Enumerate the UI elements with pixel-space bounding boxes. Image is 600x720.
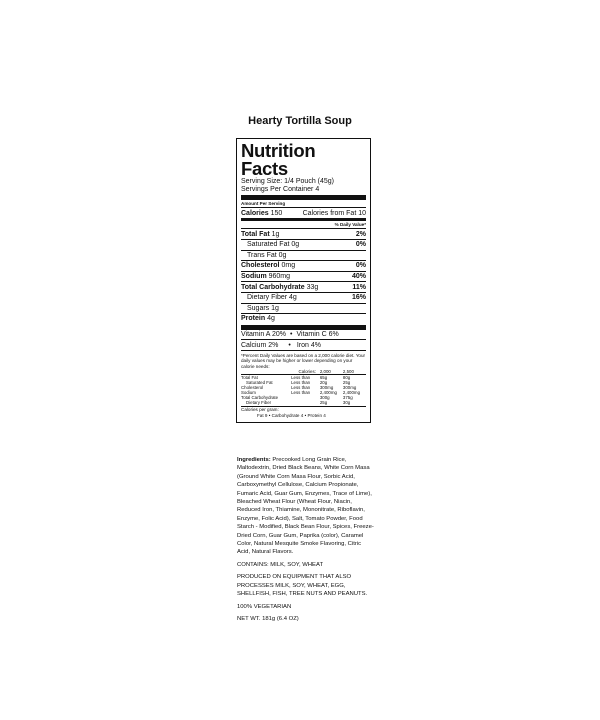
daily-value-header: % Daily Value*: [334, 222, 366, 227]
vitamins-row-2: Calcium 2% • Iron 4%: [241, 341, 321, 349]
daily-value-footnote: *Percent Daily Values are based on a 2,000 calorie diet. Your daily values may be higher or lower depending on your calorie needs:: [241, 352, 366, 369]
ingredients-section: [237, 456, 374, 627]
nutrient-row-dietary-fiber: Dietary Fiber 4g 16%: [247, 294, 366, 302]
allergen-equipment: PRODUCED ON EQUIPMENT THAT ALSO PROCESSES MILK, SOY, WHEAT, EGG, SHELLFISH, FISH, TREE NUTS AND PEANUTS.: [237, 574, 368, 598]
calories-per-gram-label: Calories per gram:: [241, 407, 279, 413]
calories-label: Calories: [241, 209, 269, 217]
calories-from-fat: Calories from Fat 10: [302, 209, 366, 217]
nutrient-row-cholesterol: Cholesterol 0mg 0%: [241, 262, 366, 270]
nutrient-row-sodium: Sodium 960mg 40%: [241, 273, 366, 281]
nutrient-row-trans-fat: Trans Fat 0g: [247, 251, 287, 259]
nutrient-row-saturated-fat: Saturated Fat 0g 0%: [247, 241, 366, 249]
nutrient-row-protein: Protein 4g: [241, 315, 275, 323]
vitamins-row-1: Vitamin A 20% • Vitamin C 6%: [241, 331, 339, 339]
daily-value-table: Calories: 2,000 2,500 Total Fat Less than 65g 80g Saturated Fat Less than 20g 25g Cholesterol Less than 300mg 300mg Sodium Less than 2,400mg 2,400mg Total Carbohydrate 300g 375g Dietary Fiber 25g 30g: [241, 369, 366, 405]
calories-row: [241, 208, 366, 218]
serving-size: Serving Size: 1/4 Pouch (45g): [241, 178, 334, 185]
nutrition-facts-label: [236, 138, 371, 423]
calories-per-gram: Fat 9 • Carbohydrate 4 • Protein 4: [257, 412, 326, 418]
allergen-contains: CONTAINS: MILK, SOY, WHEAT: [237, 561, 324, 568]
net-weight: NET WT. 181g (6.4 OZ): [237, 615, 299, 622]
ingredients-text: Ingredients: Precooked Long Grain Rice, Maltodextrin, Dried Black Beans, White Corn Masa (Ground White Corn Masa Flour, Sorbic Acid, Carboxymethyl Cellulose, Calcium Propionate, Fumaric Acid, Guar Gum, Enzymes, Trace of Lime), Bleached Wheat Flour (Wheat Flour, Niacin, Reduced Iron, Thiamine, Mononitrate, Riboflavin, Enzyme, Folic Acid), Salt, Tomato Powder, Food Starch - Modified, Black Bean Flour, Spices, Freeze-Dried Corn, Guar Gum, Paprika (color), Caramel Color, Natural Mesquite Smoke Flavoring, Citric Acid, Natural Flavors.: [237, 457, 374, 556]
nutrient-row-total-fat: Total Fat 1g 2%: [241, 230, 366, 238]
nutrient-row-total-carbohydrate: Total Carbohydrate 33g 11%: [241, 283, 366, 291]
amount-per-serving: Amount Per Serving: [241, 201, 286, 206]
calories-value: 150: [270, 209, 283, 217]
product-title: Hearty Tortilla Soup: [248, 115, 352, 127]
vegetarian-note: 100% VEGETARIAN: [237, 603, 292, 610]
nutrient-row-sugars: Sugars 1g: [247, 304, 279, 312]
servings-per-container: Servings Per Container 4: [241, 186, 320, 193]
nutrition-facts-heading: Nutrition Facts: [241, 140, 316, 179]
ingredients-label: Ingredients:: [237, 457, 271, 463]
